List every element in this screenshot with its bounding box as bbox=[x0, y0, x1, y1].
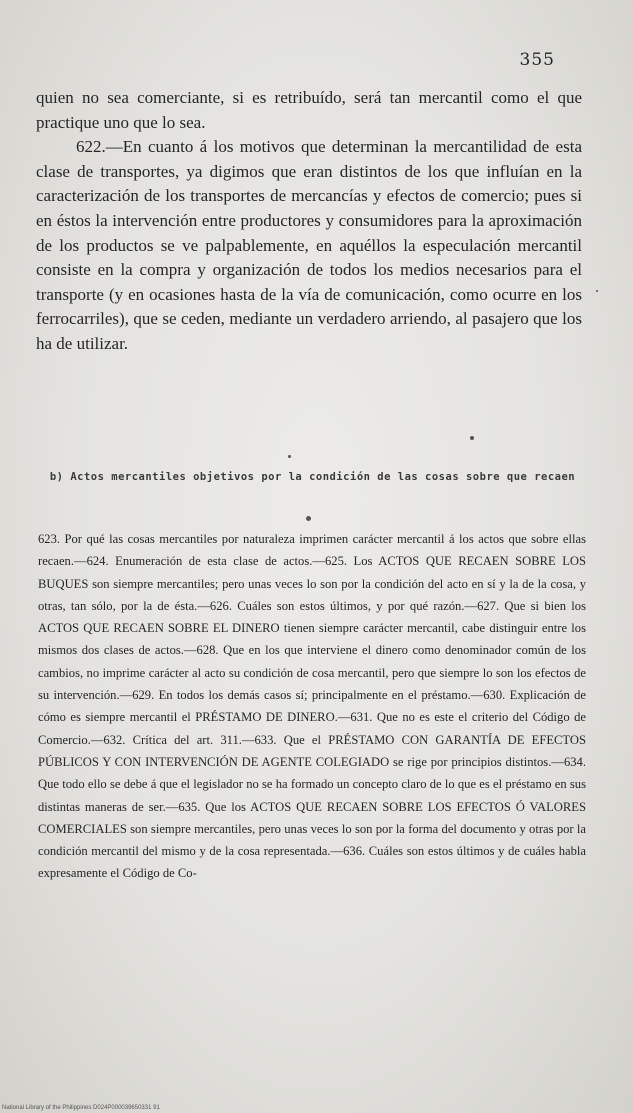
ink-speck bbox=[596, 290, 598, 292]
paragraph-continuation: quien no sea comerciante, si es retribuído, será tan mercantil como el que practique uno que lo sea. bbox=[36, 88, 582, 132]
summary-paragraph: 623. Por qué las cosas mercantiles por naturaleza imprimen carácter mercantil á los actos que sobre ellas recaen.—624. Enumeración de esta clase de actos.—625. Los ACTOS QUE RECAEN SOBRE LOS BUQUES son siempre mercantiles; pero unas veces lo son por la condición del acto en sí y la de la cosa, y otras, tan sólo, por la de ésta.—626. Cuáles son estos últimos, y por qué razón.—627. Que si bien los ACTOS QUE RECAEN SOBRE EL DINERO tienen siempre carácter mercantil, cabe distinguir entre los mismos dos clases de actos.—628. Que en los que interviene el dinero como denominador común de los cambios, no imprime carácter al acto su condición de cosa mercantil, pero que siempre lo son los efectos de su intervención.—629. En todos los demás casos sí; principalmente en el préstamo.—630. Explicación de cómo es siempre mercantil el PRÉSTAMO DE DINERO.—631. Que no es este el criterio del Código de Comercio.—632. Crítica del art. 311.—633. Que el PRÉSTAMO CON GARANTÍA DE EFECTOS PÚBLICOS Y CON INTERVENCIÓN DE AGENTE COLEGIADO se rige por principios distintos.—634. Que todo ello se debe á que el legislador no se ha formado un concepto claro de lo que es el préstamo en sus distintas maneras de ser.—635. Que los ACTOS QUE RECAEN SOBRE LOS EFECTOS Ó VALORES COMERCIALES son siempre mercantiles, pero unas veces lo son por la forma del documento y otras por la condición mercantil del mismo y de la cosa representada.—636. Cuáles son estos últimos y de cuáles habla expresamente el Código de Co- bbox=[38, 532, 586, 881]
section-heading: b) Actos mercantiles objetivos por la condición de las cosas sobre que recaen bbox=[49, 471, 576, 483]
paragraph-622: 622.—En cuanto á los motivos que determinan la mercantilidad de esta clase de transportes, ya digimos que eran distintos de los que influían en la caracterización de los transportes de mercancías y efectos de comercio; pues si en éstos la intervención entre productores y consumidores para la aproximación de los productos se ve palpablemente, en aquéllos la especulación mercantil consiste en la compra y organización de todos los medios necesarios para el transporte (y en ocasiones hasta de la vía de comunicación, como ocurre en los ferrocarriles), que se ceden, mediante un verdadero arriendo, al pasajero que los ha de utilizar. bbox=[36, 137, 582, 353]
ink-speck bbox=[470, 436, 474, 440]
ink-speck bbox=[288, 455, 291, 458]
library-footer: National Library of the Philippines D024P000039650331 91 bbox=[2, 1105, 160, 1111]
section-summary bbox=[38, 528, 586, 885]
body-text bbox=[36, 86, 582, 357]
ink-speck bbox=[306, 516, 311, 521]
page-number: 355 bbox=[519, 50, 555, 70]
